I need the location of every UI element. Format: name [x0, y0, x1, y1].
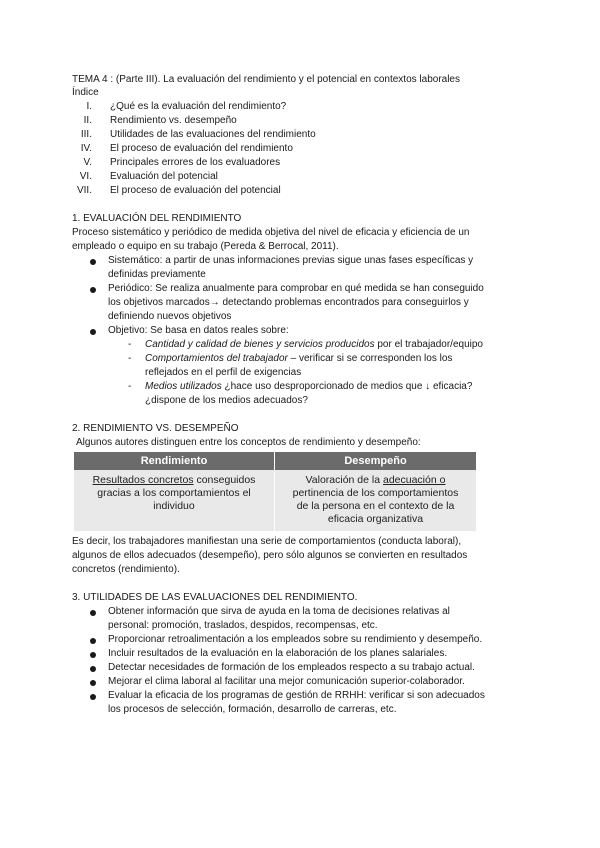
sub-bullet [145, 353, 452, 365]
section-3-heading: 3. UTILIDADES DE LAS EVALUACIONES DEL RENDIMIENTO. [72, 592, 358, 603]
cell-text: de la persona en el contexto de la [296, 500, 455, 512]
dash-icon: - [128, 381, 132, 392]
table-header-row [74, 452, 476, 470]
index-text: El proceso de evaluación del potencial [110, 185, 281, 196]
cell-text: pertinencia de los comportamientos [292, 487, 459, 499]
bullet-text: Proporcionar retroalimentación a los empleados sobre su rendimiento y desempeño. [108, 634, 483, 645]
sub-bullet-text: reflejados en el perfil de exigencias [145, 367, 302, 378]
bullet-icon [90, 610, 96, 616]
section-2-heading: 2. RENDIMIENTO VS. DESEMPEÑO [72, 423, 239, 434]
dash-icon: - [128, 339, 132, 350]
underlined-term: adecuación o [382, 474, 446, 486]
dash-icon: - [128, 353, 132, 364]
table-header: Rendimiento [74, 452, 275, 470]
bullet-text: Objetivo: Se basa en datos reales sobre: [108, 325, 289, 336]
index-num: VII. [76, 185, 92, 196]
sub-bullet [145, 381, 472, 393]
index-num: V. [83, 157, 92, 168]
bullet-icon [90, 694, 96, 700]
section-1-intro: Proceso sistemático y periódico de medida objetiva del nivel de eficacia y eficiencia de un [72, 227, 470, 238]
index-num: I. [86, 101, 92, 112]
sub-bullet-italic: Comportamientos del trabajador [145, 353, 288, 364]
bullet-text: los objetivos marcados→ detectando problemas encontrados para conseguirlos y [108, 297, 469, 308]
bullet-icon [90, 680, 96, 686]
index-label: Índice [72, 87, 99, 98]
cell-text: Valoración de la [305, 474, 383, 486]
sub-bullet-rest: ¿hace uso desproporcionado de medios que ↓ eficacia? [221, 381, 473, 392]
page-title: TEMA 4 : (Parte III). La evaluación del rendimiento y el potencial en contextos laborales [72, 74, 460, 85]
index-text: Principales errores de los evaluadores [110, 157, 281, 168]
sub-bullet-italic: Cantidad y calidad de bienes y servicios producidos [145, 339, 375, 350]
index-text: Evaluación del potencial [110, 171, 218, 182]
bullet-text: los procesos de selección, formación, desarrollo de carreras, etc. [108, 704, 397, 715]
underlined-term: Resultados concretos [92, 474, 194, 486]
index-text: Rendimiento vs. desempeño [110, 115, 237, 126]
bullet-text: Obtener información que sirva de ayuda en la toma de decisiones relativas al [108, 606, 450, 617]
index-text: ¿Qué es la evaluación del rendimiento? [110, 101, 287, 112]
table-cell [275, 470, 477, 531]
index-num: III. [80, 129, 92, 140]
bullet-text: Incluir resultados de la evaluación en la elaboración de los planes salariales. [108, 648, 448, 659]
bullet-icon [90, 287, 96, 293]
bullet-icon [90, 666, 96, 672]
section-2-intro: Algunos autores distinguen entre los conceptos de rendimiento y desempeño: [76, 437, 421, 448]
bullet-icon [90, 652, 96, 658]
bullet-icon [90, 329, 96, 335]
bullet-text: Detectar necesidades de formación de los empleados respecto a su trabajo actual. [108, 662, 475, 673]
bullet-text: Sistemático: a partir de unas informaciones previas sigue unas fases específicas y [108, 255, 474, 266]
bullet-icon [90, 638, 96, 644]
sub-bullet-rest: por el trabajador/equipo [374, 339, 483, 350]
index-text: El proceso de evaluación del rendimiento [110, 143, 293, 154]
cell-text: individuo [153, 500, 195, 512]
sub-bullet [145, 339, 483, 351]
bullet-icon [90, 259, 96, 265]
cell-text: gracias a los comportamientos el [97, 487, 251, 499]
cell-text: conseguidos [193, 474, 256, 486]
index-num: II. [83, 115, 92, 126]
bullet-text: personal: promoción, traslados, despidos, recompensas, etc. [108, 620, 378, 631]
section-2-text: Es decir, los trabajadores manifiestan una serie de comportamientos (conducta laboral), [72, 536, 462, 547]
bullet-text: definiendo nuevos objetivos [108, 311, 232, 322]
table-cell [74, 470, 275, 531]
bullet-text: definidas previamente [108, 269, 206, 280]
index-text: Utilidades de las evaluaciones del rendimiento [110, 129, 316, 140]
sub-bullet-rest: – verificar si se corresponden los los [287, 353, 453, 364]
sub-bullet-text: ¿dispone de los medios adecuados? [145, 395, 308, 406]
section-1-heading: 1. EVALUACIÓN DEL RENDIMIENTO [72, 213, 242, 224]
section-2-text: algunos de ellos adecuados (desempeño), pero sólo algunos se convierten en resultados [72, 550, 468, 561]
index-num: IV. [80, 143, 92, 154]
table-row [74, 470, 476, 531]
section-2-text: concretos (rendimiento). [72, 564, 180, 575]
section-1-intro: empleado o equipo en su trabajo (Pereda & Berrocal, 2011). [72, 241, 339, 252]
bullet-text: Mejorar el clima laboral al facilitar una mejor comunicación superior-colaborador. [108, 676, 465, 687]
bullet-text: Periódico: Se realiza anualmente para comprobar en qué medida se han conseguido [108, 283, 484, 294]
cell-text: eficacia organizativa [327, 513, 424, 525]
comparison-table [74, 452, 476, 531]
bullet-text: Evaluar la eficacia de los programas de gestión de RRHH: verificar si son adecuados [108, 690, 485, 701]
table-header: Desempeño [275, 452, 477, 470]
index-num: VI. [79, 171, 92, 182]
sub-bullet-italic: Medios utilizados [145, 381, 222, 392]
